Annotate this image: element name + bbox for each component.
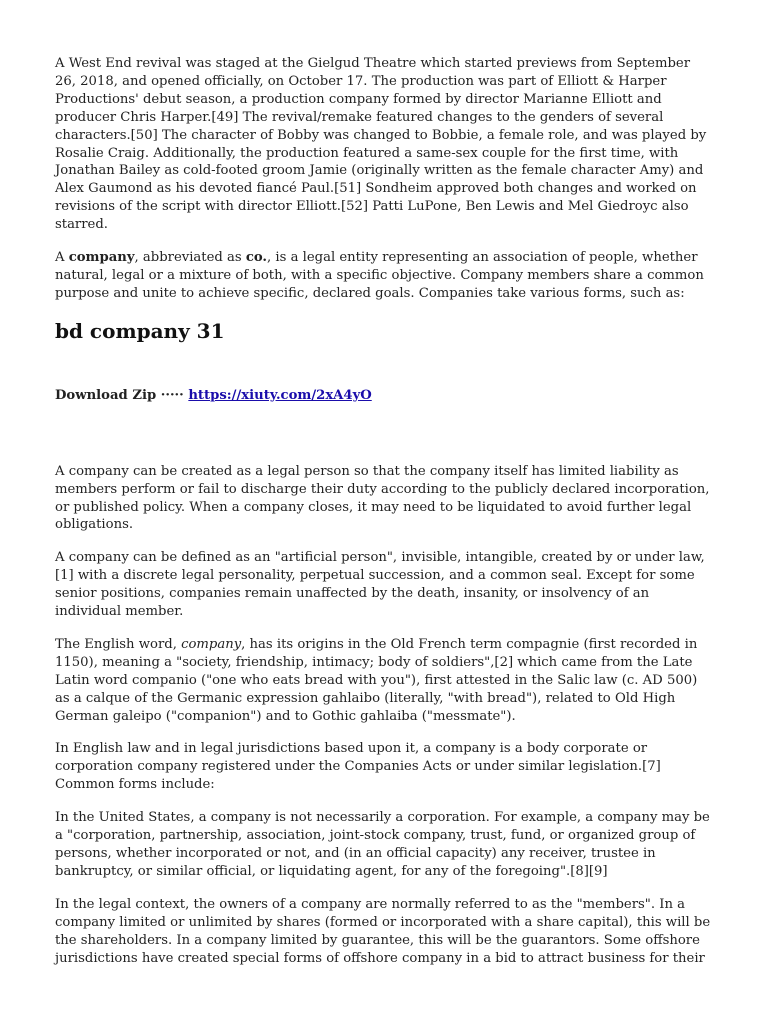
- paragraph-english-law: In English law and in legal jurisdictions based upon it, a company is a body corporate or corporation company registered under the Companies Acts or under similar legislation.[7] Common forms include:: [55, 741, 661, 793]
- paragraph-legal-person: A company can be created as a legal person so that the company itself has limited liability as members perform or fail to discharge their duty according to the publicly declared incorporation, or published policy. When a company closes, it may need to be liquidated to avoid further legal obligations.: [55, 463, 710, 533]
- text-run: , has its origins in the Old French term compagnie (first recorded in 1150), meaning a "society, friendship, intimacy; body of soldiers",[2] which came from the Late Latin word companio ("one who eats bread with you"), first attested in the Salic law (c. AD 500) as a calque of the Germanic expression gahlaibo (literally, "with bread"), related to Old High German galeipo ("companion") and to Gothic gahlaiba ("messmate").: [55, 636, 698, 724]
- download-link[interactable]: https://xiuty.com/2xA4yO: [188, 387, 372, 403]
- text-run: , abbreviated as: [134, 250, 246, 266]
- text-run: A: [55, 250, 69, 266]
- bold-term-co: co.: [245, 250, 268, 266]
- paragraph-company-definition: [55, 249, 715, 303]
- italic-term-company: company: [181, 636, 242, 652]
- paragraph-etymology: [55, 636, 715, 726]
- spacer: [55, 405, 715, 463]
- paragraph-artificial-person: A company can be defined as an "artificial person", invisible, intangible, created by or under law,[1] with a discrete legal personality, perpetual succession, and a common seal. Except for some senior positions, companies remain unaffected by the death, insanity, or insolvency of an individual member.: [55, 550, 705, 620]
- bold-term-company: company: [68, 250, 135, 266]
- section-heading: bd company 31: [55, 318, 225, 343]
- document-body: [55, 55, 715, 982]
- paragraph-west-end-revival: A West End revival was staged at the Gielgud Theatre which started previews from September 26, 2018, and opened officially, on October 17. The production was part of Elliott & Harper Productions' debut season, a production company formed by director Marianne Elliott and producer Chris Harper.[49] The revival/remake featured changes to the genders of several characters.[50] The character of Bobby was changed to Bobbie, a female role, and was played by Rosalie Craig. Additionally, the production featured a same-sex couple for the first time, with Jonathan Bailey as cold-footed groom Jamie (originally written as the female character Amy) and Alex Gaumond as his devoted fiancé Paul.[51] Sondheim approved both changes and worked on revisions of the script with director Elliott.[52] Patti LuPone, Ben Lewis and Mel Giedroyc also starred.: [55, 56, 707, 233]
- paragraph-united-states: In the United States, a company is not necessarily a corporation. For example, a company may be a "corporation, partnership, association, joint-stock company, trust, fund, or organized group of persons, whether incorporated or not, and (in an official capacity) any receiver, trustee in bankruptcy, or similar official, or liquidating agent, for any of the foregoing".[8][9]: [55, 810, 710, 879]
- text-run: The English word,: [55, 636, 182, 652]
- download-label: Download Zip ·····: [55, 387, 189, 403]
- download-line: [55, 387, 715, 405]
- paragraph-legal-context: In the legal context, the owners of a company are normally referred to as the "members". In a company limited or unlimited by shares (formed or incorporated with a share capital), this will be the shareholders. In a company limited by guarantee, this will be the guarantors. Some offshore jurisdictions have created special forms of offshore company in a bid to attract business for their: [55, 896, 711, 966]
- text-run: , is a legal entity representing an association of people, whether natural, legal or a mixture of both, with a specific objective. Company members share a common purpose and unite to achieve specific, declared goals. Companies take various forms, such as:: [55, 250, 704, 301]
